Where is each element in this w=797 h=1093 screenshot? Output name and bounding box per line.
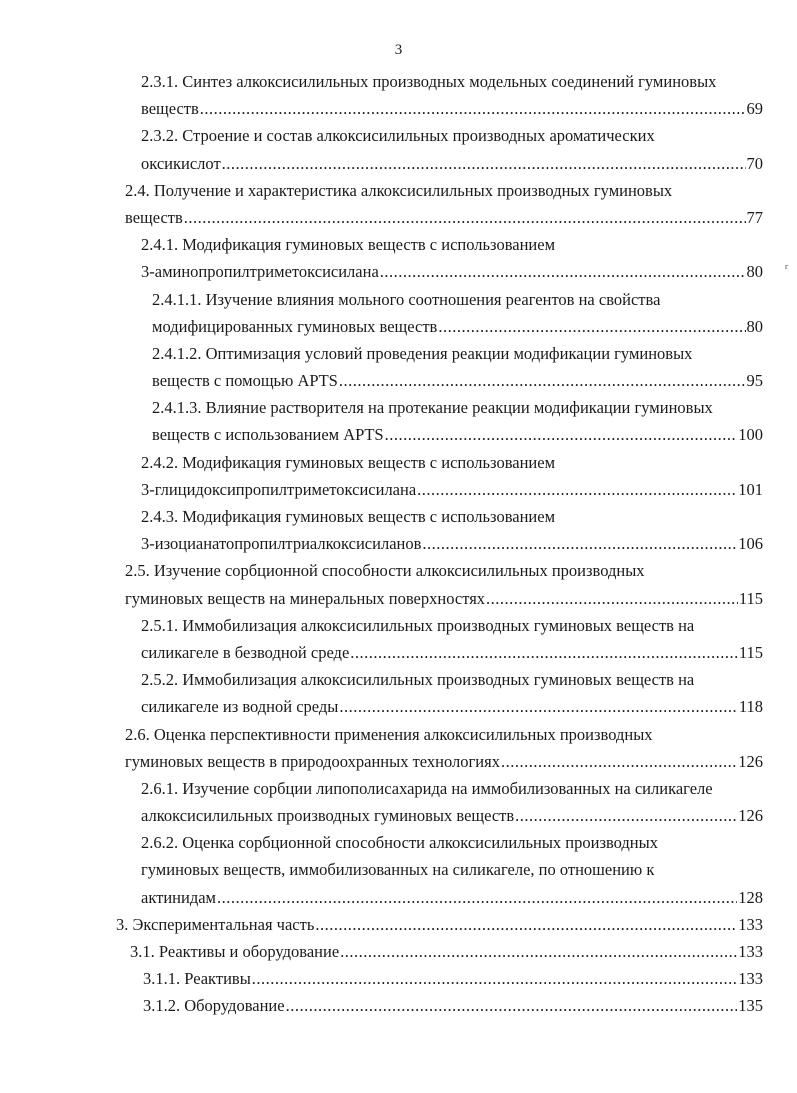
toc-entry-page: 101 (738, 479, 763, 499)
toc-entry-title: 2.3.1. Синтез алкоксисилильных производных модельных соединений гуминовых (141, 72, 717, 91)
toc-entry-title: оксикислот (141, 153, 221, 173)
toc-entry-title: модифицированных гуминовых веществ (152, 316, 438, 336)
toc-entry (141, 666, 763, 720)
toc-entry-title: 2.4.1. Модификация гуминовых веществ с использованием (141, 235, 556, 255)
toc-entry-title: 2.4.1.2. Оптимизация условий проведения реакции модификации гуминовых (152, 343, 693, 363)
toc-entry-title: 2.4.1.1. Изучение влияния мольного соотношения реагентов на свойства (152, 289, 661, 309)
toc-entry-title: 2.6.1. Изучение сорбции липополисахарида на иммобилизованных на силикагеле (141, 778, 713, 798)
toc-entry-page: 80 (746, 316, 763, 336)
toc-entry-title: веществ с использованием APTS (152, 425, 384, 445)
toc-entry-title: силикагеле в безводной среде (141, 642, 350, 662)
toc-entry (143, 965, 763, 992)
toc-entry (152, 394, 763, 448)
toc-entry-title: 3.1. Реактивы и оборудование (130, 942, 340, 961)
toc-entry (141, 829, 763, 911)
toc-entry (141, 68, 763, 122)
toc-entry-page: 69 (746, 99, 763, 119)
toc-entry-title: гуминовых веществ в природоохранных технологиях (125, 751, 500, 771)
toc-entry-page: 95 (746, 371, 763, 391)
toc-entry (130, 938, 763, 965)
toc-entry-title: гуминовых веществ, иммобилизованных на силикагеле, по отношению к (141, 860, 655, 880)
toc-entry-title: 2.6.2. Оценка сорбционной способности алкоксисилильных производных (141, 833, 658, 853)
toc-entry (141, 231, 763, 285)
toc-entry-page: 80 (746, 262, 763, 282)
toc-entry-title: 2.4. Получение и характеристика алкоксисилильных производных гуминовых (125, 180, 673, 200)
margin-mark: г (785, 262, 789, 271)
toc-entry-title: 2.4.3. Модификация гуминовых веществ с использованием (141, 507, 556, 526)
toc-entry (141, 122, 763, 176)
toc-entry-title: 2.5. Изучение сорбционной способности алкоксисилильных производных (125, 561, 645, 581)
toc-entry-page: 126 (738, 751, 763, 771)
toc-entry (152, 286, 763, 340)
toc-entry-page: 133 (738, 969, 763, 989)
page-number: 3 (394, 42, 403, 58)
toc-entry-title: 2.4.2. Модификация гуминовых веществ с использованием (141, 452, 556, 472)
table-of-contents (0, 68, 797, 1020)
toc-entry (141, 503, 763, 557)
toc-entry-title: актинидам (141, 887, 216, 907)
toc-entry (141, 449, 763, 503)
toc-entry-title: гуминовых веществ на минеральных поверхностях (125, 588, 486, 608)
toc-entry-title: 2.5.2. Иммобилизация алкоксисилильных производных гуминовых веществ на (141, 670, 695, 690)
toc-entry-title: 2.5.1. Иммобилизация алкоксисилильных производных гуминовых веществ на (141, 615, 695, 635)
toc-entry-title: 2.3.2. Строение и состав алкоксисилильных производных ароматических (141, 126, 655, 146)
toc-entry (152, 340, 763, 394)
toc-entry (125, 177, 763, 231)
toc-entry-page: 133 (738, 942, 763, 961)
toc-entry (125, 557, 763, 611)
toc-entry-title: 3. Экспериментальная часть (116, 914, 315, 934)
toc-entry (141, 612, 763, 666)
toc-entry (125, 721, 763, 775)
toc-entry-title: веществ с помощью APTS (152, 371, 338, 391)
toc-entry (143, 992, 763, 1019)
toc-entry-title: алкоксисилильных производных гуминовых веществ (141, 806, 515, 826)
toc-entry-page: 135 (738, 996, 763, 1016)
toc-entry (141, 775, 763, 829)
toc-entry-page: 133 (738, 914, 763, 934)
toc-entry-title: 2.6. Оценка перспективности применения алкоксисилильных производных (125, 724, 653, 744)
toc-entry-title: 3-изоцианатопропилтриалкоксисиланов (141, 534, 422, 554)
toc-entry-page: 115 (738, 588, 763, 608)
toc-entry-title: веществ (141, 99, 199, 119)
toc-entry-page: 77 (746, 207, 763, 227)
toc-entry-title: 2.4.1.3. Влияние растворителя на протекание реакции модификации гуминовых (152, 398, 713, 418)
toc-entry-page: 126 (738, 806, 763, 826)
toc-entry-page: 100 (738, 425, 763, 445)
toc-entry-title: силикагеле из водной среды (141, 697, 339, 717)
toc-entry (116, 911, 763, 938)
toc-entry-title: веществ (125, 207, 183, 227)
toc-entry-page: 106 (738, 534, 763, 554)
toc-entry-page: 118 (738, 697, 763, 717)
toc-entry-title: 3.1.2. Оборудование (143, 996, 285, 1016)
toc-entry-page: 70 (746, 153, 763, 173)
toc-entry-page: 115 (738, 642, 763, 662)
toc-entry-page: 128 (738, 887, 763, 907)
toc-entry-title: 3-глицидоксипропилтриметоксисилана (141, 479, 417, 499)
toc-entry-title: 3-аминопропилтриметоксисилана (141, 262, 379, 282)
toc-entry-title: 3.1.1. Реактивы (143, 969, 251, 989)
